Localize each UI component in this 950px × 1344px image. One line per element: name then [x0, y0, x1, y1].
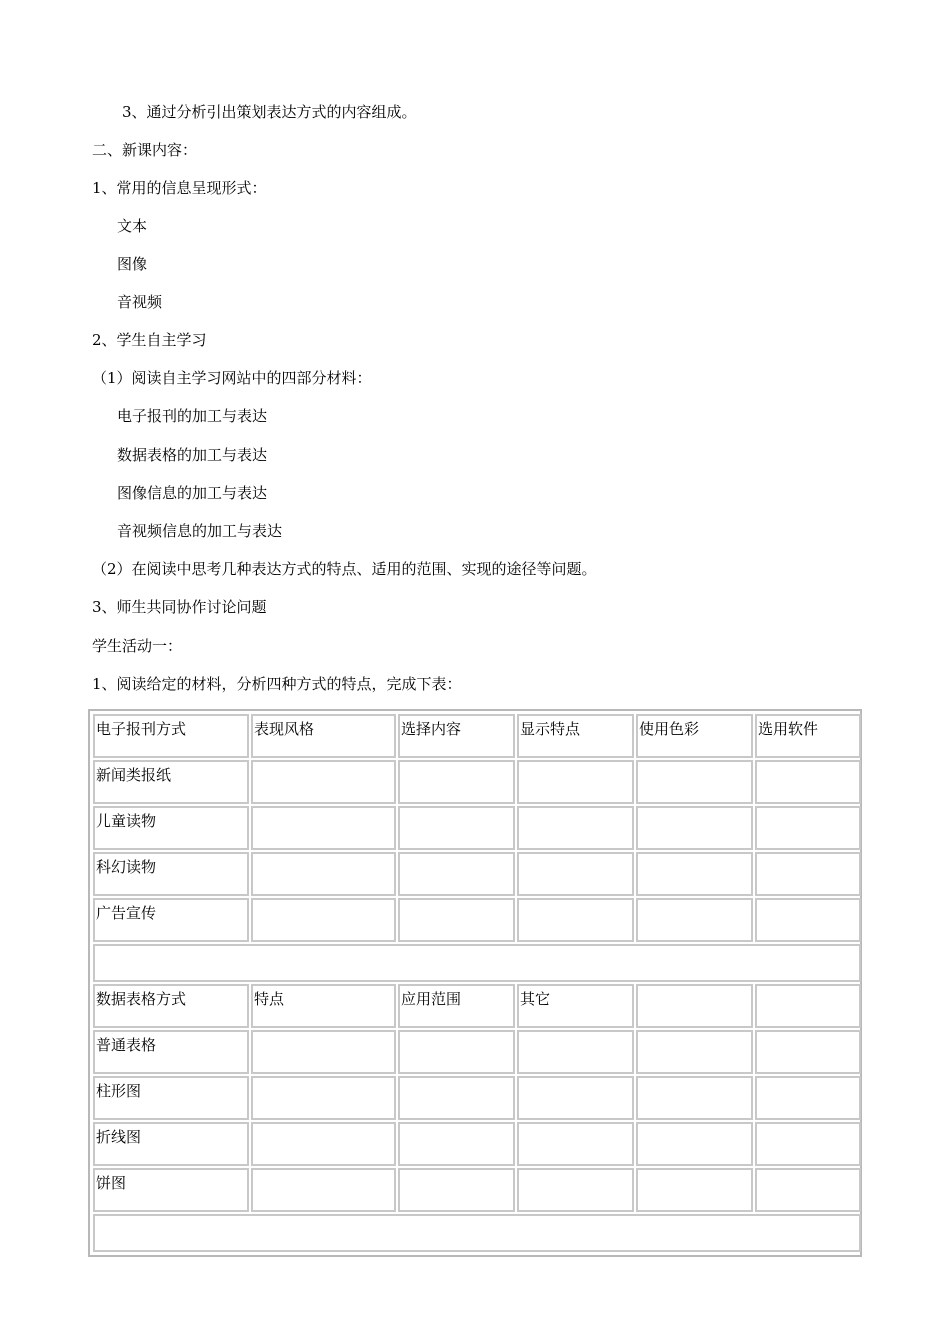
table-cell[interactable]	[398, 1030, 515, 1074]
table-cell[interactable]	[755, 1168, 861, 1212]
paragraph: 3、师生共同协作讨论问题	[92, 598, 267, 616]
table-cell[interactable]	[755, 1122, 861, 1166]
table-cell[interactable]	[251, 898, 396, 942]
table-row	[93, 806, 861, 850]
table-cell[interactable]	[636, 1076, 753, 1120]
table-cell[interactable]	[398, 1168, 515, 1212]
paragraph: 1、阅读给定的材料，分析四种方式的特点，完成下表：	[92, 675, 462, 693]
table-cell[interactable]	[755, 852, 861, 896]
paragraph: （2）在阅读中思考几种表达方式的特点、适用的范围、实现的途径等问题。	[92, 560, 597, 578]
table-cell: 使用色彩	[636, 714, 753, 758]
table-cell[interactable]	[517, 760, 634, 804]
table-row	[93, 1122, 861, 1166]
table-cell[interactable]	[636, 898, 753, 942]
table-cell[interactable]	[517, 806, 634, 850]
table-header-row	[93, 714, 861, 758]
table-cell[interactable]	[398, 1122, 515, 1166]
table-cell[interactable]	[517, 852, 634, 896]
table-cell: 应用范围	[398, 984, 515, 1028]
table-cell[interactable]	[755, 898, 861, 942]
table-cell	[93, 1214, 861, 1252]
table-spacer-row	[93, 944, 861, 982]
table-row	[93, 1168, 861, 1212]
table-cell: 新闻类报纸	[93, 760, 249, 804]
table-cell[interactable]	[251, 1122, 396, 1166]
table-cell: 选择内容	[398, 714, 515, 758]
table-cell[interactable]	[636, 1030, 753, 1074]
table-cell: 饼图	[93, 1168, 249, 1212]
table-cell[interactable]	[251, 1168, 396, 1212]
table-cell[interactable]	[636, 760, 753, 804]
table-cell[interactable]	[251, 760, 396, 804]
table-cell[interactable]	[517, 1030, 634, 1074]
table-cell: 折线图	[93, 1122, 249, 1166]
table-cell	[755, 984, 861, 1028]
paragraph: 二、新课内容：	[92, 141, 198, 159]
paragraph: 学生活动一：	[92, 637, 183, 655]
table-row	[93, 852, 861, 896]
paragraph: 音视频	[117, 293, 163, 311]
table-row	[93, 1076, 861, 1120]
table-row	[93, 1030, 861, 1074]
table-cell[interactable]	[636, 1168, 753, 1212]
table-cell[interactable]	[517, 1076, 634, 1120]
paragraph: 3、通过分析引出策划表达方式的内容组成。	[122, 103, 417, 121]
table-cell: 其它	[517, 984, 634, 1028]
table-cell: 儿童读物	[93, 806, 249, 850]
analysis-table	[88, 709, 862, 1257]
table-cell[interactable]	[398, 898, 515, 942]
table-header-row	[93, 984, 861, 1028]
table-cell: 显示特点	[517, 714, 634, 758]
table-cell[interactable]	[755, 806, 861, 850]
table-cell[interactable]	[636, 1122, 753, 1166]
table-cell: 普通表格	[93, 1030, 249, 1074]
table-cell[interactable]	[755, 1030, 861, 1074]
paragraph: 文本	[117, 217, 148, 235]
table-cell: 电子报刊方式	[93, 714, 249, 758]
table-cell[interactable]	[398, 760, 515, 804]
table-cell[interactable]	[251, 852, 396, 896]
table-cell[interactable]	[636, 852, 753, 896]
table-cell[interactable]	[251, 1076, 396, 1120]
table-cell[interactable]	[398, 806, 515, 850]
paragraph: 图像信息的加工与表达	[117, 484, 268, 502]
paragraph: 电子报刊的加工与表达	[117, 407, 268, 425]
table-cell: 特点	[251, 984, 396, 1028]
paragraph: 1、常用的信息呈现形式：	[92, 179, 267, 197]
paragraph: 图像	[117, 255, 148, 273]
table-cell: 选用软件	[755, 714, 861, 758]
table-spacer-row	[93, 1214, 861, 1252]
table-cell[interactable]	[398, 1076, 515, 1120]
table-cell[interactable]	[755, 1076, 861, 1120]
table-cell[interactable]	[251, 1030, 396, 1074]
table-cell	[93, 944, 861, 982]
table-cell[interactable]	[636, 806, 753, 850]
table-cell: 数据表格方式	[93, 984, 249, 1028]
table-row	[93, 898, 861, 942]
paragraph: 音视频信息的加工与表达	[117, 522, 283, 540]
table-cell[interactable]	[755, 760, 861, 804]
paragraph: （1）阅读自主学习网站中的四部分材料：	[92, 369, 372, 387]
table-cell: 柱形图	[93, 1076, 249, 1120]
table-cell[interactable]	[517, 1122, 634, 1166]
paragraph: 2、学生自主学习	[92, 331, 207, 349]
paragraph: 数据表格的加工与表达	[117, 446, 268, 464]
table-cell: 广告宣传	[93, 898, 249, 942]
table-cell	[636, 984, 753, 1028]
table-cell: 表现风格	[251, 714, 396, 758]
table-row	[93, 760, 861, 804]
table-cell[interactable]	[517, 898, 634, 942]
table-cell: 科幻读物	[93, 852, 249, 896]
table-cell[interactable]	[517, 1168, 634, 1212]
table-cell[interactable]	[251, 806, 396, 850]
table-cell[interactable]	[398, 852, 515, 896]
